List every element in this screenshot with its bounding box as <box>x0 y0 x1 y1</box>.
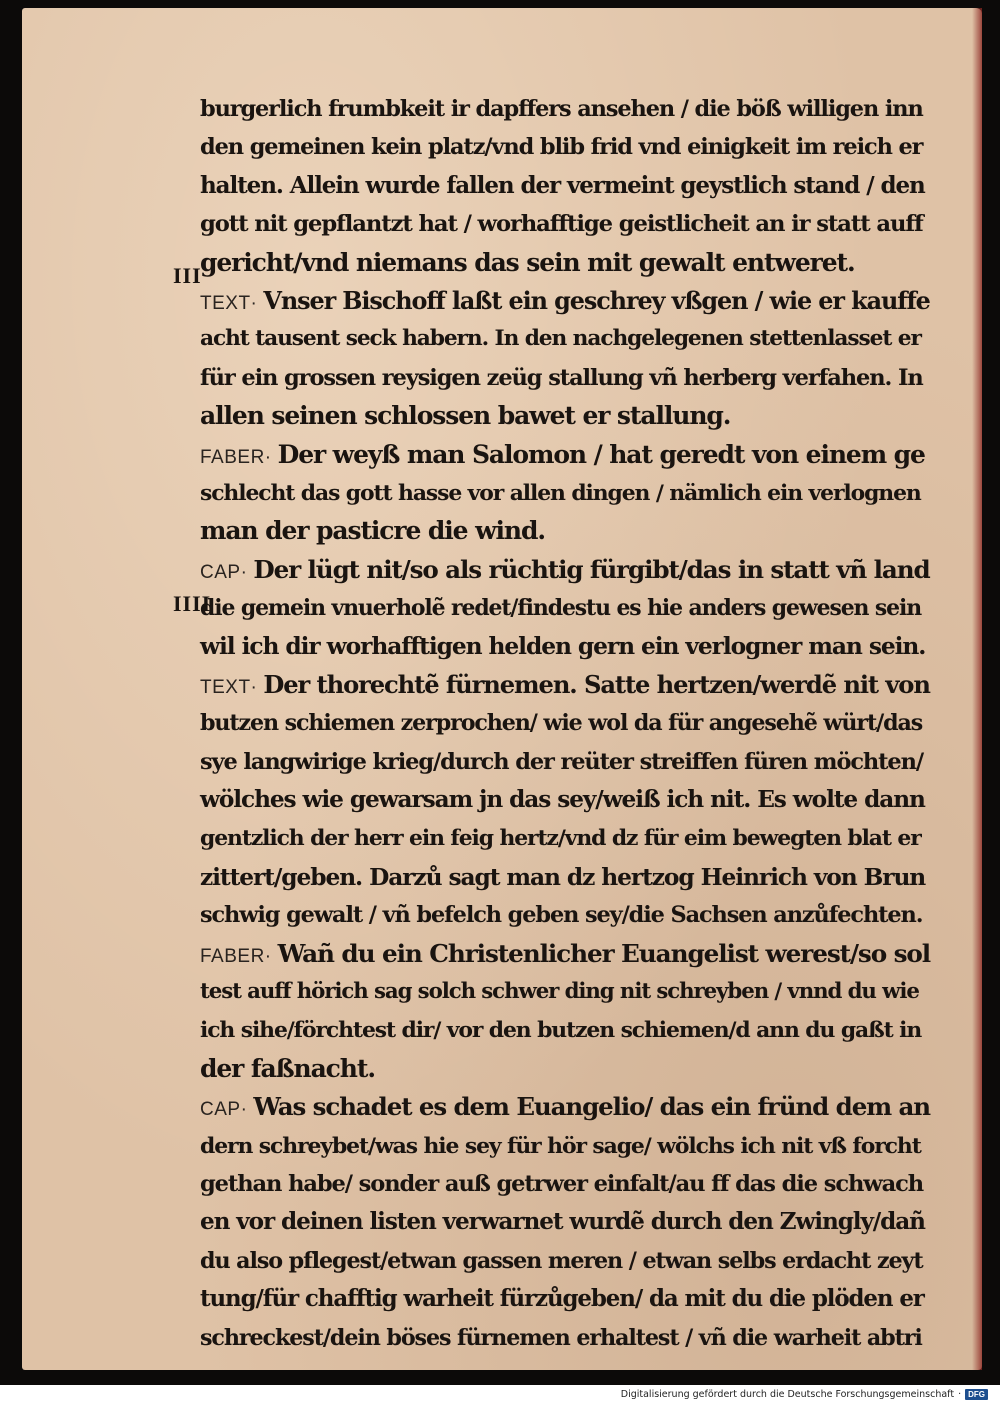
line-text: Der lügt nit/so als rüchtig fürgibt/das in statt vñ land <box>253 554 930 584</box>
speaker-label: FABER· <box>200 945 272 967</box>
page-edge <box>972 8 982 1370</box>
line-text: en vor deinen listen verwarnet wurdẽ durch den Zwingly/dañ <box>200 1208 925 1236</box>
text-line <box>200 1242 930 1280</box>
line-text: butzen schiemen zerprochen/ wie wol da für angesehẽ würt/das <box>200 710 923 737</box>
text-line <box>200 935 930 973</box>
line-text: schwig gewalt / vñ befelch geben sey/die Sachsen anzůfechten. <box>200 902 923 929</box>
line-text: zittert/geben. Darzů sagt man dz hertzog Heinrich von Brun <box>200 862 926 891</box>
text-line <box>200 1088 930 1126</box>
line-text: Vnser Bischoff laßt ein geschrey vßgen / wie er kauffe <box>263 286 930 315</box>
line-text: Der weyß man Salomon / hat geredt von einem ge <box>277 439 925 469</box>
line-text: burgerlich frumbkeit ir dapffers ansehen / die böß willigen inn <box>200 96 923 122</box>
line-text: gericht/vnd niemans das sein mit gewalt entweret. <box>200 247 855 277</box>
text-line <box>200 704 930 742</box>
text-line <box>200 781 930 819</box>
text-line <box>200 858 930 896</box>
margin-numeral-iii: III <box>173 263 202 288</box>
line-text: acht tausent seck habern. In den nachgelegenen stettenlasset er <box>200 326 921 352</box>
line-text: test auff hörich sag solch schwer ding nit schreyben / vnnd du wie <box>200 978 919 1004</box>
text-line <box>200 397 930 435</box>
line-text: tung/für chafftig warheit fürzůgeben/ da mit du die plöden er <box>200 1285 924 1313</box>
speaker-label: FABER· <box>200 446 272 468</box>
line-text: wil ich dir worhafftigen helden gern ein verlogner man sein. <box>200 632 926 661</box>
line-text: die gemein vnuerholẽ redet/findestu es hie anders gewesen sein <box>200 595 922 622</box>
line-text: schlecht das gott hasse vor allen dingen / nämlich ein verlognen <box>200 479 921 506</box>
line-text: dern schreybet/was hie sey für hör sage/ wölchs ich nit vß forcht <box>200 1132 921 1159</box>
text-line <box>200 1280 930 1318</box>
page-text <box>200 90 930 1357</box>
text-line <box>200 359 930 397</box>
funding-credit: Digitalisierung gefördert durch die Deutsche Forschungsgemeinschaft <box>620 1389 955 1400</box>
text-line <box>200 973 930 1011</box>
text-line <box>200 1203 930 1241</box>
line-text: gethan habe/ sonder auß getrwer einfalt/au ff das die schwach <box>200 1170 924 1197</box>
text-line <box>200 551 930 589</box>
speaker-label: TEXT· <box>200 292 258 314</box>
text-line <box>200 128 930 166</box>
line-text: halten. Allein wurde fallen der vermeint geystlich stand / den <box>200 171 925 199</box>
text-line <box>200 436 930 474</box>
text-line <box>200 819 930 857</box>
line-text: für ein grossen reysigen zeüg stallung vñ herberg verfahen. In <box>200 364 923 391</box>
dfg-logo: DFG <box>965 1389 988 1400</box>
text-line <box>200 1050 930 1088</box>
text-line <box>200 1127 930 1165</box>
text-line <box>200 474 930 512</box>
text-line <box>200 1165 930 1203</box>
text-line <box>200 1011 930 1049</box>
text-line <box>200 167 930 205</box>
line-text: schreckest/dein böses fürnemen erhaltest / vñ die warheit abtri <box>200 1324 922 1351</box>
line-text: du also pflegest/etwan gassen meren / etwan selbs erdacht zeyt <box>200 1247 923 1274</box>
line-text: gentzlich der herr ein feig hertz/vnd dz für eim bewegten blat er <box>200 825 921 852</box>
text-line <box>200 244 930 282</box>
line-text: wölches wie gewarsam jn das sey/weiß ich nit. Es wolte dann <box>200 786 925 814</box>
text-line <box>200 320 930 358</box>
text-line <box>200 90 930 128</box>
line-text: sye langwirige krieg/durch der reüter streiffen füren möchten/ <box>200 748 923 775</box>
line-text: Was schadet es dem Euangelio/ das ein fründ dem an <box>253 1092 930 1122</box>
line-text: man der pasticre die wind. <box>200 516 545 546</box>
text-line <box>200 1319 930 1357</box>
line-text: Der thorechtẽ fürnemen. Satte hertzen/werdẽ nit von <box>263 669 930 699</box>
line-text: gott nit gepflantzt hat / worhafftige geistlicheit an ir statt auff <box>200 211 923 238</box>
text-line <box>200 205 930 243</box>
speaker-label: TEXT· <box>200 676 258 698</box>
text-line <box>200 627 930 665</box>
speaker-label: CAP· <box>200 561 248 583</box>
line-text: der faßnacht. <box>200 1053 375 1083</box>
line-text: allen seinen schlossen bawet er stallung. <box>200 401 731 431</box>
text-line <box>200 589 930 627</box>
speaker-label: CAP· <box>200 1099 248 1121</box>
text-line <box>200 666 930 704</box>
text-line <box>200 512 930 550</box>
text-line <box>200 743 930 781</box>
line-text: Wañ du ein Christenlicher Euangelist werest/so sol <box>277 938 931 968</box>
text-line <box>200 896 930 934</box>
text-line <box>200 282 930 320</box>
margin-numeral-iiii: IIII <box>173 591 212 616</box>
line-text: den gemeinen kein platz/vnd blib frid vnd einigkeit im reich er <box>200 134 923 161</box>
digitization-footer: Digitalisierung gefördert durch die Deutsche Forschungsgemeinschaft · DFG <box>621 1389 988 1400</box>
line-text: ich sihe/förchtest dir/ vor den butzen schiemen/d ann du gaßt in <box>200 1017 922 1044</box>
